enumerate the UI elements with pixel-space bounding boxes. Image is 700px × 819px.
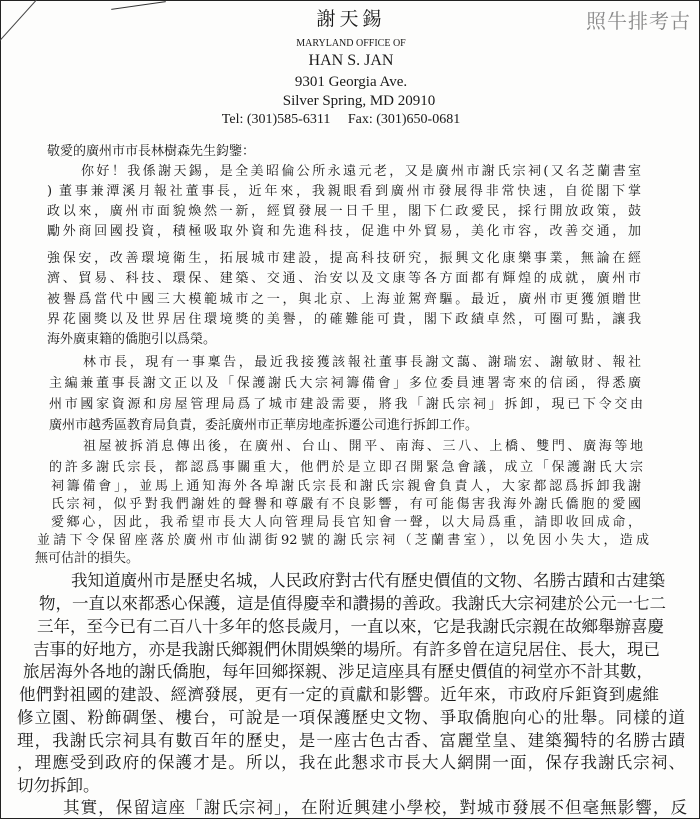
body-line: 三年，至今已有二百八十多年的悠長歲月，一直以來，它是我謝氏宗親在故鄉舉辦喜慶 <box>37 617 664 636</box>
body-line: 州市國家資源和房屋管理局爲了城市建設需要，將我「謝氏宗祠」拆卸，現已下令交由 <box>49 397 643 412</box>
body-line: 祠籌備會」，並馬上通知海外各埠謝氏宗長和謝氏宗親會負責人，大家都認爲拆卸我謝 <box>51 479 641 494</box>
body-line: 你好！我係謝天錫，是全美昭倫公所永遠元老，又是廣州市謝氏宗祠(又名芝蘭書室 <box>81 164 641 179</box>
body-line: 吉事的好地方，亦是我謝氏鄉親們休閒娛樂的場所。有許多曾在這兒居住、長大，現已 <box>33 640 660 659</box>
letterhead-phone: Tel: (301)585-6311 <box>221 112 331 127</box>
letterhead-city: Silver Spring, MD 20910 <box>282 93 436 109</box>
body-line: 海外廣東籍的僑胞引以爲榮。 <box>47 332 217 347</box>
body-line: 主編兼董事長謝文正以及「保護謝氏大宗祠籌備會」多位委員連署寄來的信函，得悉廣 <box>49 376 641 391</box>
body-line: 物，一直以來都悉心保護，這是值得慶幸和讚揚的善政。我謝氏大宗祠建於公元一七二 <box>39 594 666 613</box>
letterhead-office: MARYLAND OFFICE OF <box>296 38 406 49</box>
body-line: 其實，保留這座「謝氏宗祠」，在附近興建小學校，對城市發展不但毫無影響，反 <box>63 798 687 817</box>
body-line: 旅居海外各地的謝氏僑胞，每年回鄉探親、涉足這座具有歷史價值的祠堂亦不計其數， <box>23 662 653 681</box>
watermark: 照牛排考古 <box>586 9 691 33</box>
body-line: 的許多謝氏宗長，都認爲事關重大，他們於是立即召開緊急會議，成立「保護謝氏大宗 <box>49 460 643 475</box>
body-line: 勵外商回國投資，積極吸取外資和先進科技，促進中外貿易，美化市容，改善交通，加 <box>47 224 641 239</box>
letterhead-street: 9301 Georgia Ave. <box>294 74 408 90</box>
body-line: 濟、貿易、科技、環保、建築、交通、治安以及文康等各方面都有輝煌的成就，廣州市 <box>47 271 641 286</box>
body-line: 政以來，廣州市面貌煥然一新，經貿發展一日千里，閣下仁政愛民，採行開放政策，鼓 <box>47 204 641 219</box>
body-line: ，理應受到政府的保護才是。所以，我在此懇求市長大人網開一面，保存我謝氏宗祠、 <box>17 753 685 772</box>
body-line: 廣州市越秀區教育局負責，委託廣州市正華房地產拆遷公司進行拆卸工作。 <box>49 418 479 433</box>
body-line: ) 董事兼潭溪月報社董事長，近年來，我親眼看到廣州市發展得非常快速，自從閣下掌 <box>47 184 641 199</box>
letterhead-contact <box>0 112 691 127</box>
body-line: 被譽爲當代中國三大模範城市之一，與北京、上海並駕齊驅。最近，廣州市更獲頒贈世 <box>47 292 641 307</box>
body-line: 並請下令保留座落於廣州市仙湖街92號的謝氏宗祠（芝蘭書室），以免因小失大，造成 <box>37 533 649 548</box>
body-line: 修立園、粉飾碉堡、樓台，可說是一項保護歷史文物、爭取僑胞向心的壯舉。同樣的道 <box>17 708 685 727</box>
body-line: 界花園獎以及世界居住環境獎的美譽，的確難能可貴，閣下政績卓然，可圈可點，讓我 <box>47 312 641 327</box>
body-line: 理，我謝氏宗祠具有數百年的歷史，是一座古色古香、富麗堂皇、建築獨特的名勝古蹟 <box>17 731 685 750</box>
body-line: 祖屋被拆消息傳出後，在廣州、台山、開平、南海、三八、上橋、雙門、廣海等地 <box>83 439 643 454</box>
letterhead-name-en: HAN S. JAN <box>308 52 394 69</box>
body-line: 強保安，改善環境衛生，拓展城市建設，提高科技研究，振興文化康樂事業，無論在經 <box>47 251 641 266</box>
letterhead-fax: Fax: (301)650-0681 <box>347 112 461 127</box>
body-line: 他們對祖國的建設、經濟發展，更有一定的貢獻和影響。近年來，市政府斥鉅資到處維 <box>19 685 659 704</box>
body-line: 切勿拆卸。 <box>17 776 100 795</box>
body-line: 無可估計的損失。 <box>35 551 140 566</box>
body-line: 愛鄉心，因此，我希望市長大人向管理局長官知會一聲，以大局爲重，請即收回成命， <box>51 515 641 530</box>
letterhead-name-cn: 謝天錫 <box>316 8 386 30</box>
body-line: 林市長，現有一事稟告，最近我接獲該報社董事長謝文藹、謝瑞宏、謝敏財、報社 <box>83 355 641 370</box>
body-line: 我知道廣州市是歷史名城，人民政府對古代有歷史價值的文物、名勝古蹟和古建築 <box>71 571 665 590</box>
body-line: 氏宗祠，似乎對我們謝姓的聲譽和尊嚴有不良影響，有可能傷害我海外謝氏僑胞的愛國 <box>51 497 641 512</box>
salutation: 敬愛的廣州市市長林樹森先生鈞鑒： <box>47 144 256 159</box>
